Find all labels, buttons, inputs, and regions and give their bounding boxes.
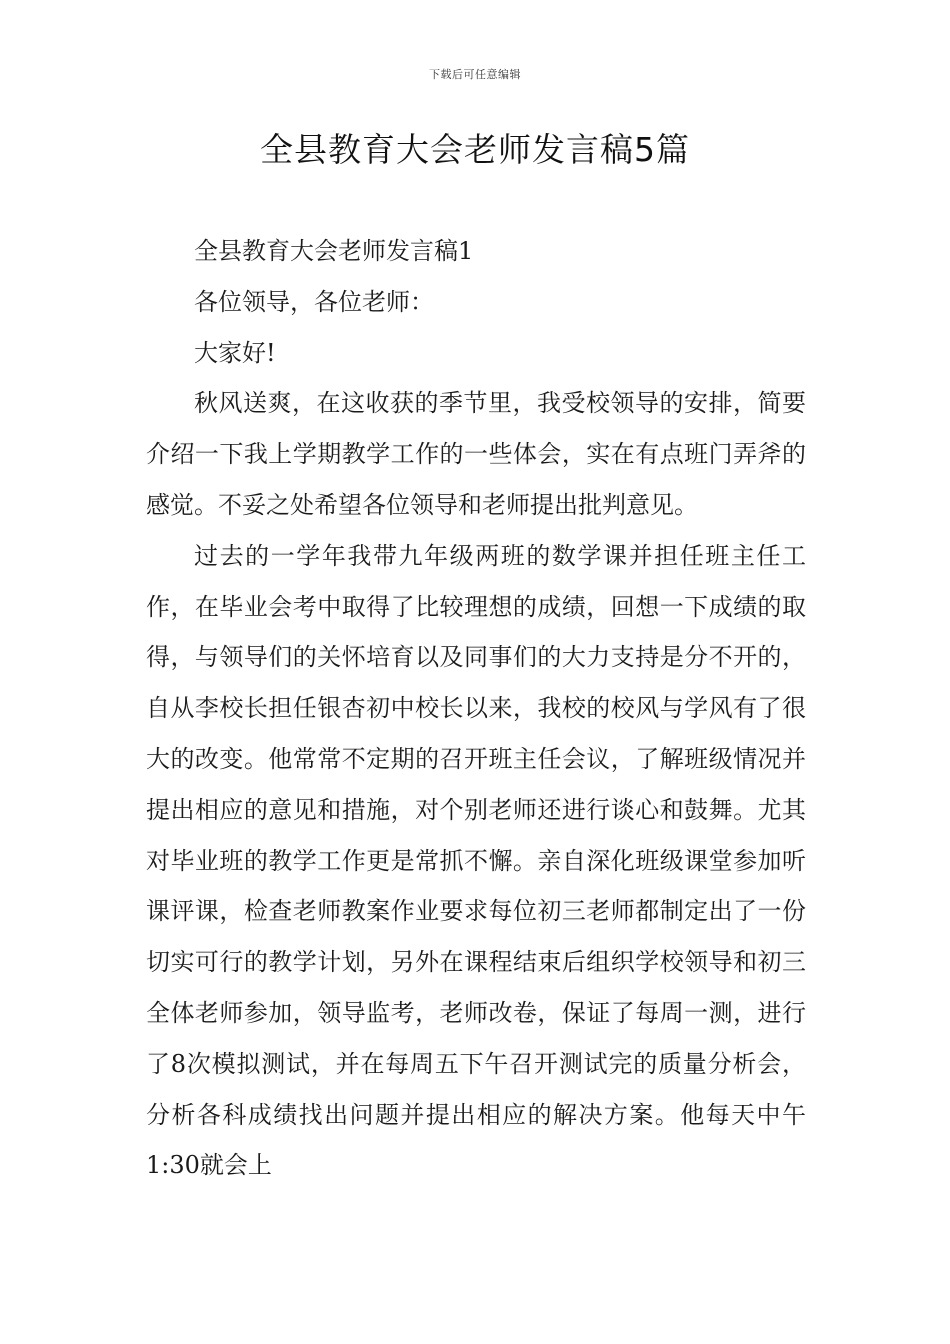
greeting: 大家好! [194,338,276,367]
section-heading: 全县教育大会老师发言稿1 [194,237,474,265]
body-paragraph: 秋风送爽，在这收获的季节里，我受校领导的安排，简要介绍一下我上学期教学工作的一些体会，实在有点班门弄斧的感觉。不妥之处希望各位领导和老师提出批判意见。 [146,389,806,519]
document-body [146,226,806,1191]
body-paragraph: 过去的一学年我带九年级两班的数学课并担任班主任工作，在毕业会考中取得了比较理想的成绩，回想一下成绩的取得，与领导们的关怀培育以及同事们的大力支持是分不开的，自从李校长担任银杏初中校长以来，我校的校风与学风有了很大的改变。他常常不定期的召开班主任会议，了解班级情况并提出相应的意见和措施，对个别老师还进行谈心和鼓舞。尤其对毕业班的教学工作更是常抓不懈。亲自深化班级课堂参加听课评课，检查老师教案作业要求每位初三老师都制定出了一份切实可行的教学计划，另外在课程结束后组织学校领导和初三全体老师参加，领导监考，老师改卷，保证了每周一测，进行了8次模拟测试，并在每周五下午召开测试完的质量分析会，分析各科成绩找出问题并提出相应的解决方案。他每天中午1:30就会上 [146,541,806,1180]
page-header-note: 下载后可任意编辑 [429,68,521,81]
document-title: 全县教育大会老师发言稿5篇 [260,130,690,169]
salutation: 各位领导，各位老师： [194,287,434,316]
